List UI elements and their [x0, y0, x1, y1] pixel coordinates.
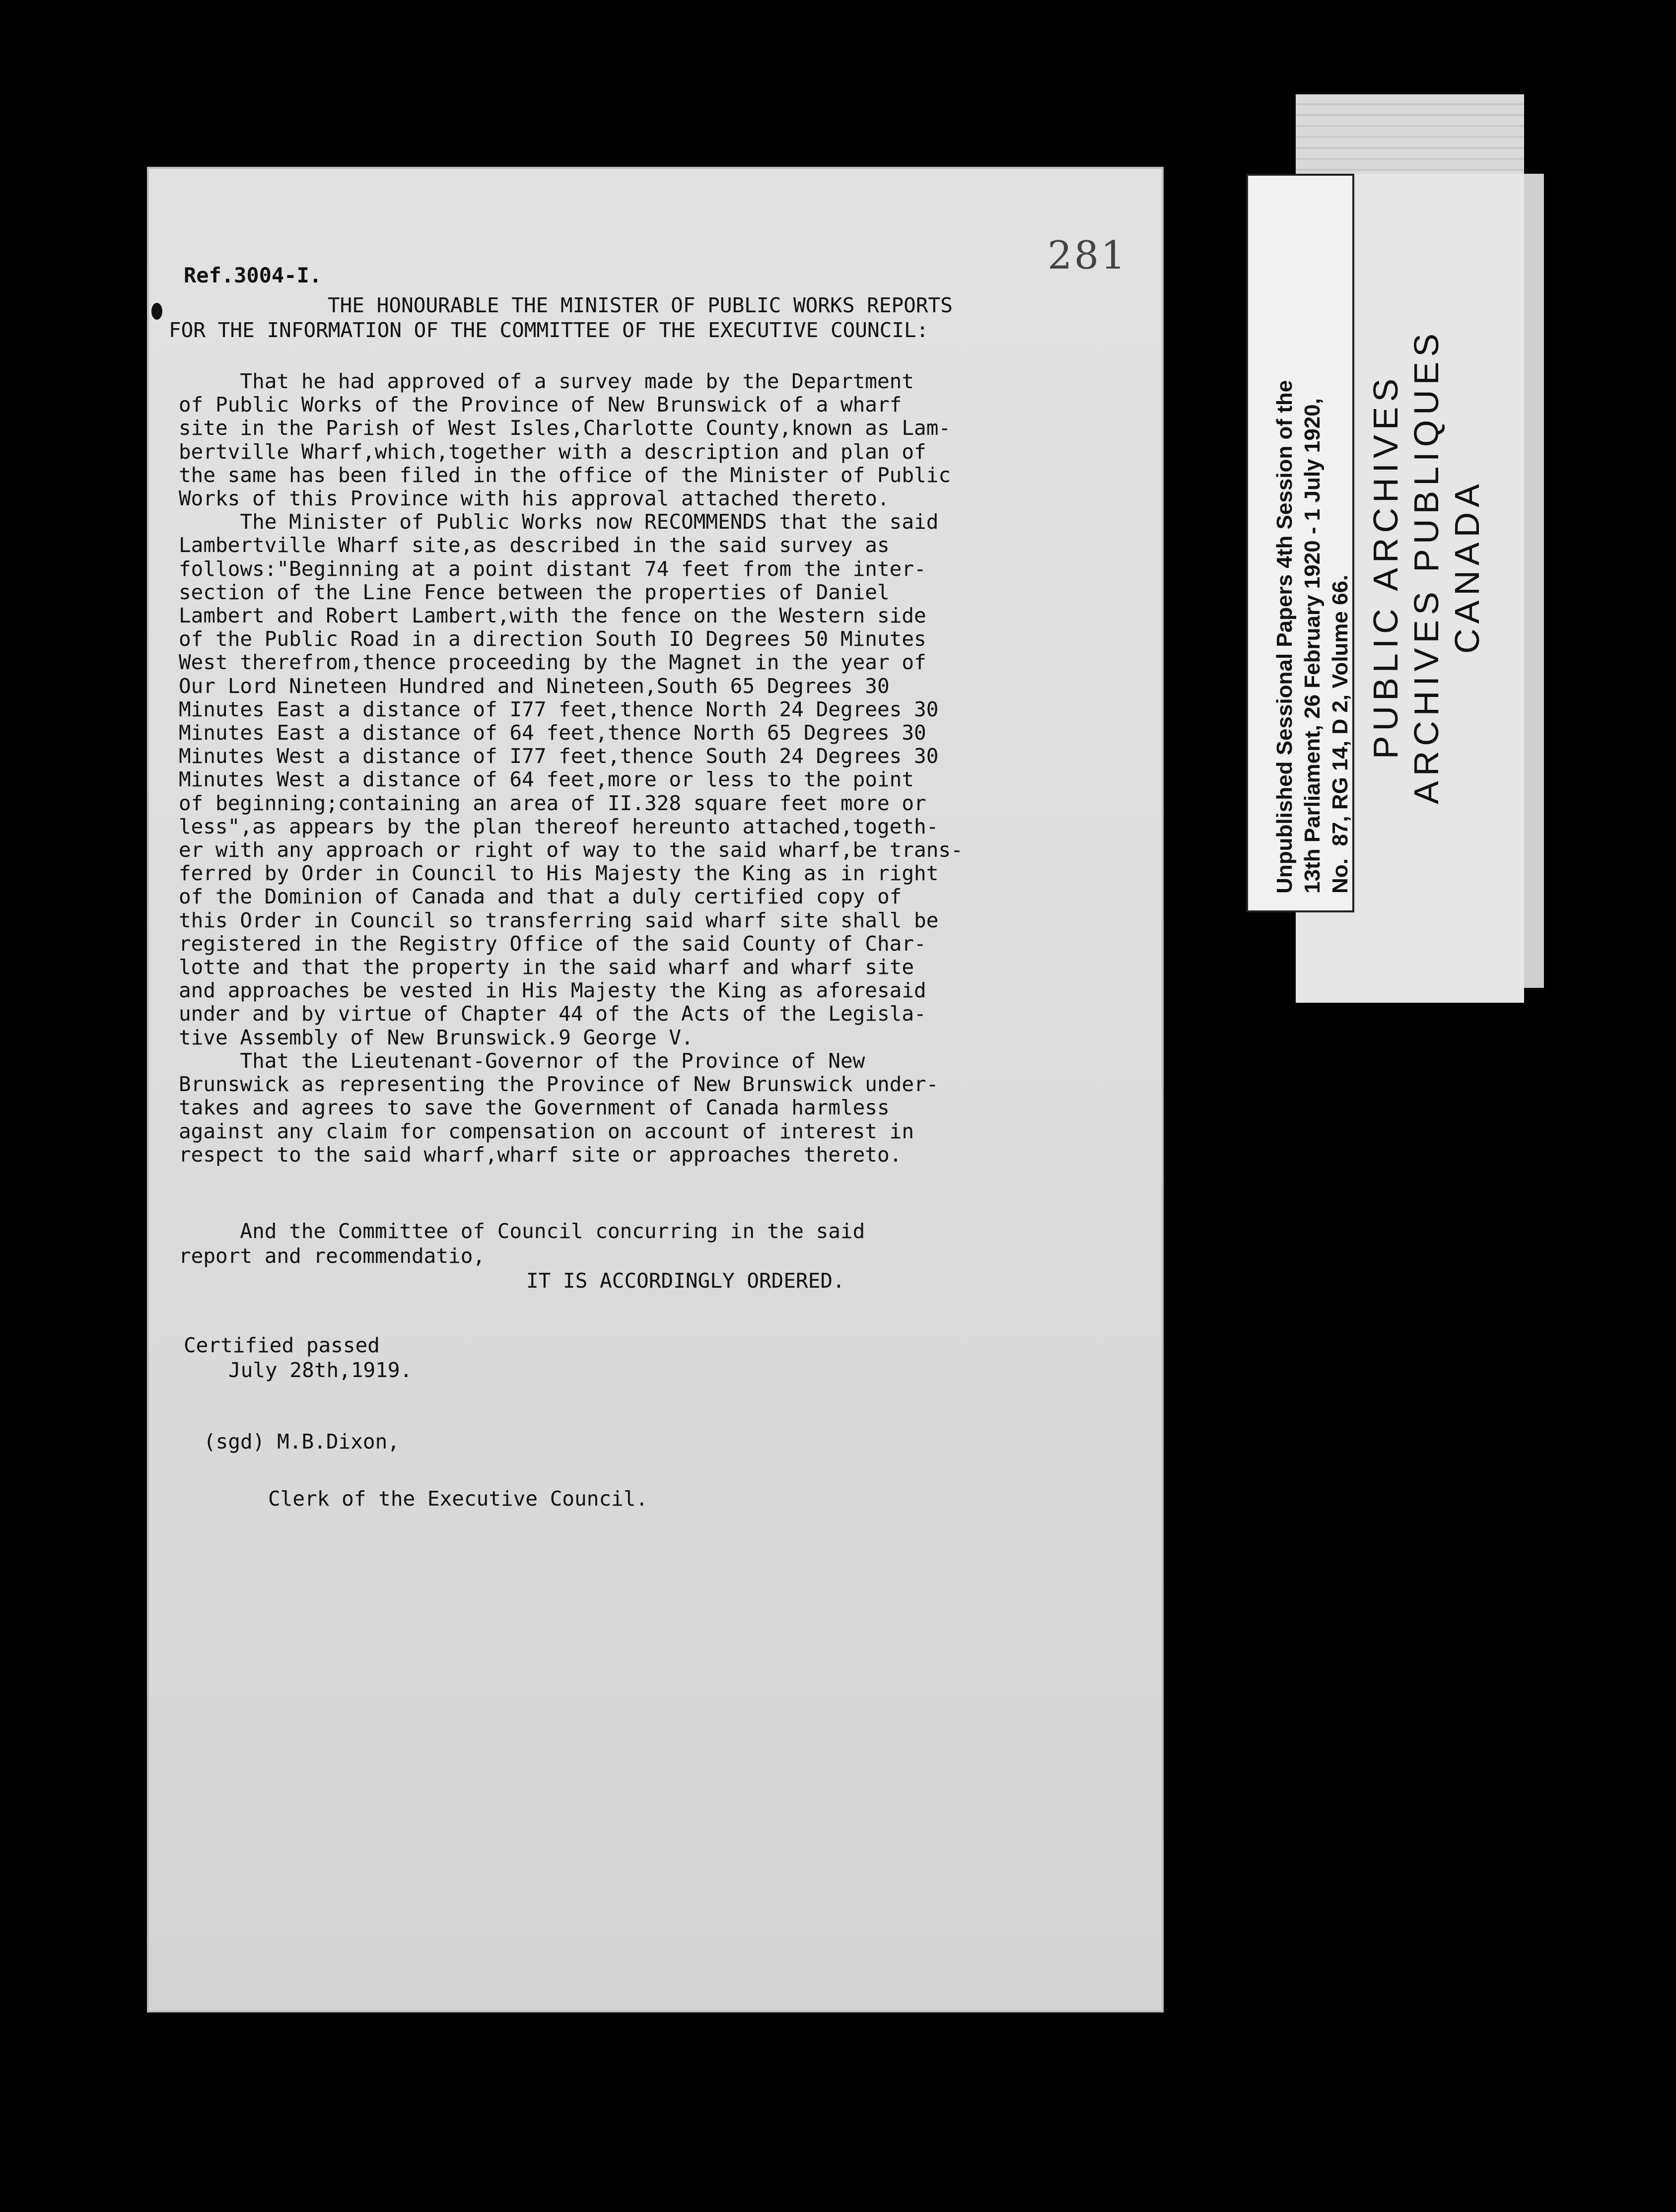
report-heading [169, 293, 1112, 343]
body-line: of beginning;containing an area of II.328 square feet more or [179, 791, 926, 815]
label-line: 13th Parliament, 26 February 1920 - 1 July 1920, [1300, 398, 1325, 894]
body-line: Lambert and Robert Lambert,with the fence on the Western side [179, 604, 926, 628]
body-line: follows:"Beginning at a point distant 74 feet from the inter- [179, 556, 926, 581]
reference-number: Ref.3004-I. [184, 263, 322, 287]
stamp-line: ARCHIVES PUBLIQUES [1407, 329, 1446, 804]
closing-paragraph [179, 1219, 1072, 1293]
body-line: er with any approach or right of way to the said wharf,be trans- [179, 838, 963, 862]
stamp-line: CANADA [1448, 479, 1486, 654]
body-line: registered in the Registry Office of the said County of Char- [179, 931, 926, 956]
signatory-title: Clerk of the Executive Council. [268, 1487, 648, 1511]
certified-label: Certified passed [184, 1333, 380, 1357]
body-line: Lambertville Wharf site,as described in the said survey as [179, 533, 890, 557]
body-line: this Order in Council so transferring said wharf site shall be [179, 908, 939, 932]
body-line: lotte and that the property in the said wharf and wharf site [179, 955, 914, 979]
body-line: takes and agrees to save the Government of Canada harmless [179, 1096, 890, 1120]
heading-line: THE HONOURABLE THE MINISTER OF PUBLIC WORKS REPORTS [328, 293, 953, 317]
body-line: bertville Wharf,which,together with a description and plan of [179, 439, 926, 464]
archive-stub-side [1524, 174, 1544, 988]
ordered-statement: IT IS ACCORDINGLY ORDERED. [526, 1269, 845, 1293]
body-line: site in the Parish of West Isles,Charlotte County,known as Lam- [179, 416, 951, 440]
closing-line: And the Committee of Council concurring in the said [179, 1219, 865, 1243]
signature-line: (sgd) M.B.Dixon, [204, 1430, 400, 1453]
body-line: tive Assembly of New Brunswick.9 George V. [179, 1025, 694, 1049]
closing-line: report and recommendatio, [179, 1244, 486, 1268]
body-line: under and by virtue of Chapter 44 of the Acts of the Legisla- [179, 1002, 926, 1026]
body-line: of the Public Road in a direction South IO Degrees 50 Minutes [179, 627, 926, 651]
certification [184, 1333, 412, 1382]
body-line: Minutes West a distance of 64 feet,more or less to the point [179, 767, 914, 792]
report-body [179, 370, 1102, 1167]
body-line: ferred by Order in Council to His Majesty the King as in right [179, 861, 939, 886]
body-line: Minutes East a distance of 64 feet,thence North 65 Degrees 30 [179, 721, 926, 745]
label-line: No. 87, RG 14, D 2, Volume 66. [1328, 574, 1352, 894]
body-line: and approaches be vested in His Majesty the King as aforesaid [179, 978, 926, 1003]
body-line: Minutes West a distance of I77 feet,thence South 24 Degrees 30 [179, 744, 939, 768]
body-line: against any claim for compensation on account of interest in [179, 1119, 914, 1143]
body-line: the same has been filed in the office of the Minister of Public [179, 463, 951, 487]
body-line: Our Lord Nineteen Hundred and Nineteen,South 65 Degrees 30 [179, 674, 890, 698]
body-line: respect to the said wharf,wharf site or approaches thereto. [179, 1142, 902, 1167]
page-number: 281 [1048, 233, 1127, 278]
archive-label-text [1271, 380, 1354, 894]
heading-line: FOR THE INFORMATION OF THE COMMITTEE OF THE EXECUTIVE COUNCIL: [169, 318, 929, 342]
stamp-line: PUBLIC ARCHIVES [1366, 373, 1405, 760]
label-line: Unpublished Sessional Papers 4th Session of the [1272, 380, 1297, 894]
body-line: West therefrom,thence proceeding by the Magnet in the year of [179, 650, 926, 675]
body-line: Minutes East a distance of I77 feet,thence North 24 Degrees 30 [179, 697, 939, 721]
body-line: section of the Line Fence between the properties of Daniel [179, 580, 890, 604]
punch-hole-mark [151, 303, 162, 320]
body-line: The Minister of Public Works now RECOMMENDS that the said [179, 510, 939, 534]
body-line: That he had approved of a survey made by the Department [179, 369, 914, 393]
body-line: of the Dominion of Canada and that a duly certified copy of [179, 885, 902, 909]
archive-stub-edge [1296, 94, 1524, 174]
body-line: That the Lieutenant-Governor of the Province of New [179, 1048, 865, 1073]
body-line: of Public Works of the Province of New Brunswick of a wharf [179, 393, 902, 417]
archive-stamp [1365, 329, 1487, 804]
signatory-block [268, 1457, 648, 1511]
body-line: Brunswick as representing the Province of New Brunswick under- [179, 1072, 939, 1097]
body-line: less",as appears by the plan thereof hereunto attached,togeth- [179, 814, 939, 838]
body-line: Works of this Province with his approval attached thereto. [179, 486, 890, 511]
certified-date: July 28th,1919. [228, 1358, 413, 1382]
